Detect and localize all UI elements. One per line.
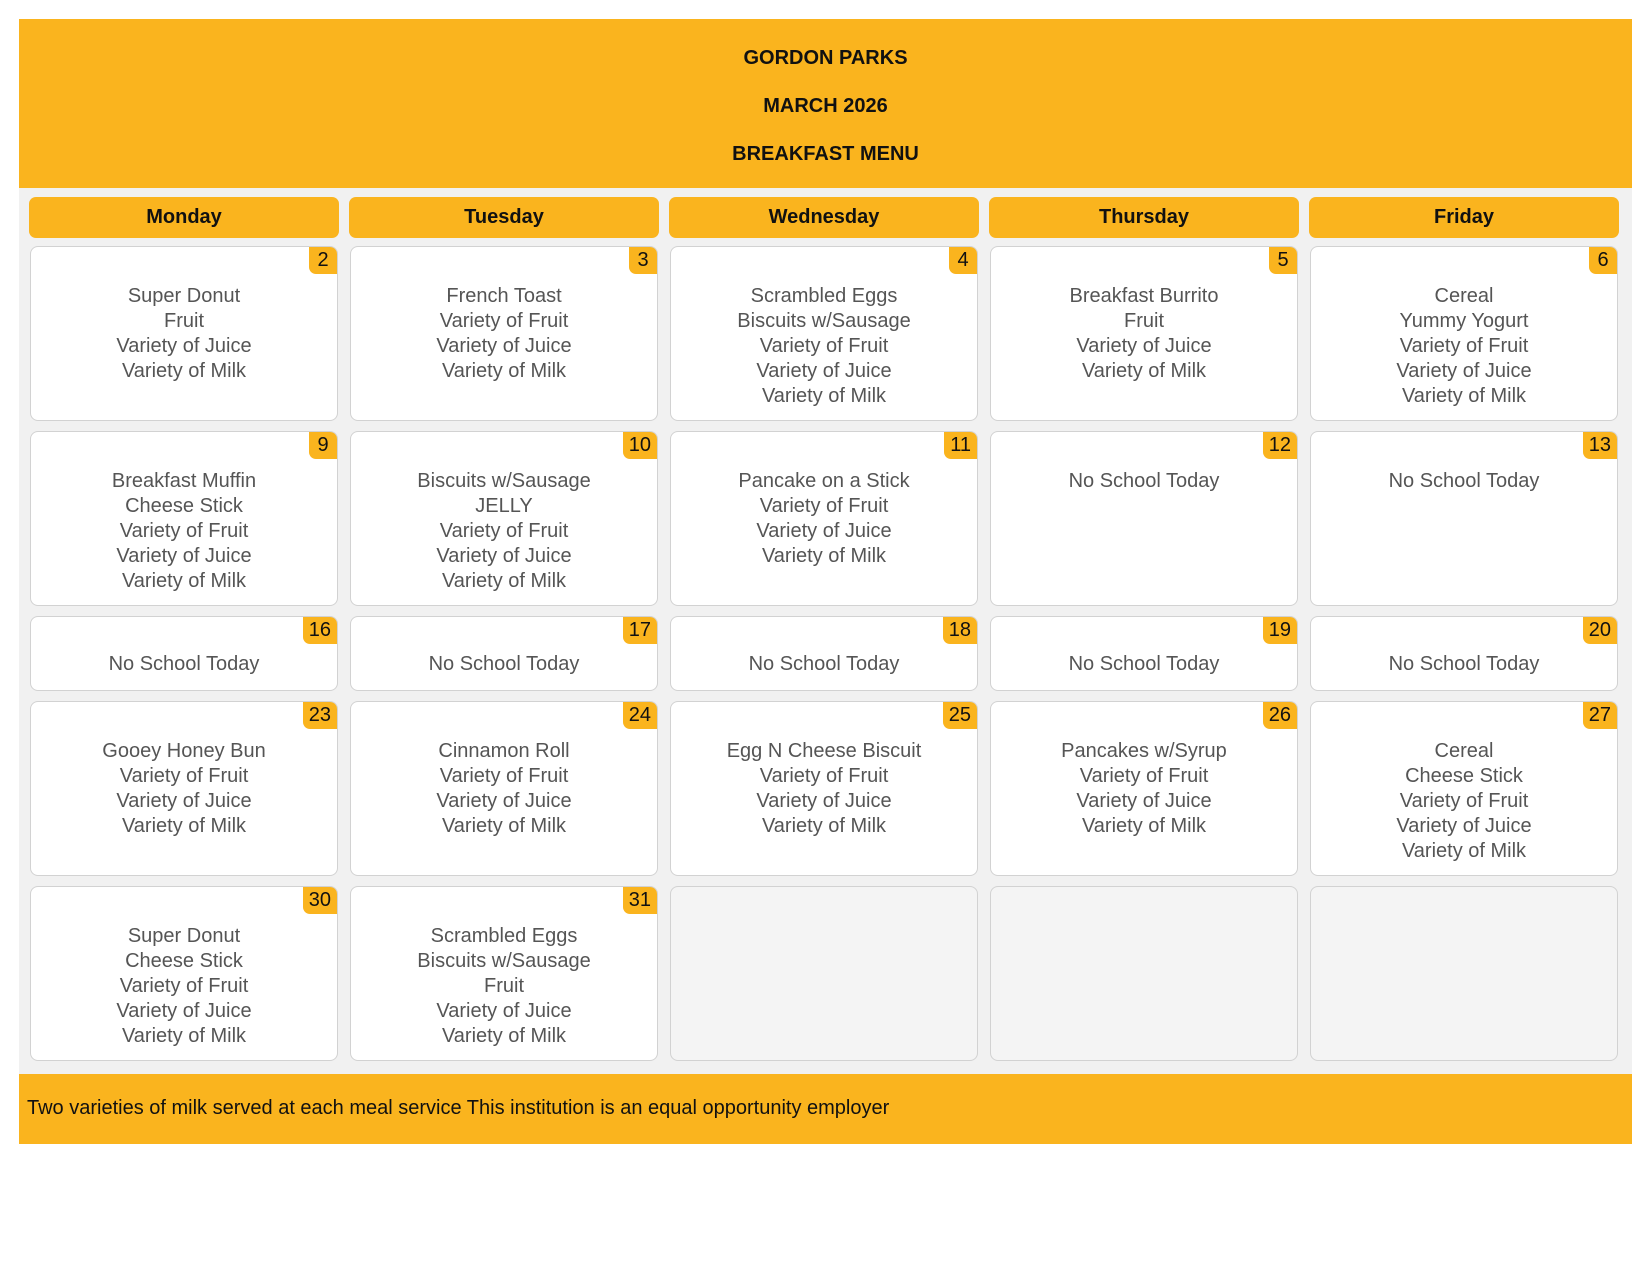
calendar-grid	[19, 188, 1632, 1074]
menu-item: Cheese Stick	[125, 495, 243, 517]
menu-item: Variety of Juice	[756, 360, 892, 382]
menu-item: Variety of Milk	[1401, 840, 1527, 862]
menu-item: Variety of Juice	[1396, 815, 1532, 837]
menu-item: Fruit	[484, 975, 524, 997]
menu-item: Pancake on a Stick	[738, 470, 910, 492]
menu-items	[351, 739, 657, 839]
menu-item: Variety of Milk	[1081, 815, 1207, 837]
menu-item: Variety of Fruit	[439, 310, 569, 332]
day-cell-tuesday	[350, 701, 658, 876]
menu-item: Variety of Juice	[116, 1000, 252, 1022]
menu-items	[671, 284, 977, 409]
menu-item: No School Today	[748, 653, 900, 675]
menu-items	[31, 739, 337, 839]
menu-item: Cinnamon Roll	[438, 740, 570, 762]
empty-day-cell	[670, 886, 978, 1061]
menu-items	[31, 924, 337, 1049]
date-badge: 17	[623, 617, 657, 644]
menu-item: Variety of Milk	[761, 545, 887, 567]
menu-item: Variety of Fruit	[759, 495, 889, 517]
menu-item: Variety of Fruit	[1079, 765, 1209, 787]
menu-items	[1311, 652, 1617, 677]
empty-day-cell	[990, 886, 1298, 1061]
date-badge: 24	[623, 702, 657, 729]
day-cell-tuesday	[350, 886, 658, 1061]
menu-item: Variety of Juice	[1076, 335, 1212, 357]
menu-item: Cereal	[1434, 740, 1494, 762]
footer-note: Two varieties of milk served at each meal service This institution is an equal opportunity employer	[27, 1097, 890, 1119]
menu-item: Pancakes w/Syrup	[1061, 740, 1227, 762]
menu-sheet	[19, 19, 1632, 1144]
day-cell-wednesday	[670, 701, 978, 876]
menu-item: Scrambled Eggs	[750, 285, 898, 307]
menu-items	[31, 652, 337, 677]
menu-items	[351, 469, 657, 594]
day-cell-friday	[1310, 616, 1618, 691]
menu-item: Variety of Fruit	[1399, 335, 1529, 357]
day-header-thursday: Thursday	[989, 197, 1299, 238]
date-badge: 11	[944, 432, 977, 459]
menu-item: Fruit	[164, 310, 204, 332]
menu-item: Variety of Fruit	[759, 335, 889, 357]
day-cell-tuesday	[350, 246, 658, 421]
date-badge: 10	[623, 432, 657, 459]
menu-footer	[19, 1074, 1632, 1144]
menu-item: Fruit	[1124, 310, 1164, 332]
menu-items	[671, 469, 977, 569]
menu-items	[351, 652, 657, 677]
menu-item: Variety of Juice	[436, 545, 572, 567]
menu-item: Variety of Milk	[761, 815, 887, 837]
date-badge: 26	[1263, 702, 1297, 729]
day-cell-monday	[30, 701, 338, 876]
menu-item: Yummy Yogurt	[1399, 310, 1529, 332]
menu-item: Variety of Milk	[1401, 385, 1527, 407]
day-cell-wednesday	[670, 616, 978, 691]
day-cell-friday	[1310, 246, 1618, 421]
menu-item: Variety of Milk	[121, 570, 247, 592]
menu-item: Variety of Milk	[761, 385, 887, 407]
date-badge: 13	[1583, 432, 1617, 459]
day-header-wednesday: Wednesday	[669, 197, 979, 238]
menu-item: Variety of Juice	[1396, 360, 1532, 382]
date-badge: 18	[943, 617, 977, 644]
menu-items	[1311, 469, 1617, 494]
date-badge: 30	[303, 887, 337, 914]
menu-item: Scrambled Eggs	[430, 925, 578, 947]
menu-items	[31, 284, 337, 384]
menu-item: Variety of Juice	[756, 520, 892, 542]
menu-item: Variety of Milk	[121, 360, 247, 382]
menu-item: No School Today	[108, 653, 260, 675]
menu-items	[351, 924, 657, 1049]
menu-item: Cheese Stick	[125, 950, 243, 972]
menu-item: Variety of Juice	[756, 790, 892, 812]
menu-items	[671, 652, 977, 677]
menu-item: French Toast	[446, 285, 562, 307]
date-badge: 27	[1583, 702, 1617, 729]
menu-item: Variety of Milk	[121, 815, 247, 837]
menu-item: Variety of Fruit	[119, 765, 249, 787]
menu-items	[991, 284, 1297, 384]
menu-item: Biscuits w/Sausage	[737, 310, 911, 332]
date-badge: 20	[1583, 617, 1617, 644]
day-header-tuesday: Tuesday	[349, 197, 659, 238]
menu-item: Cereal	[1434, 285, 1494, 307]
menu-item: Variety of Milk	[441, 360, 567, 382]
menu-item: Variety of Milk	[121, 1025, 247, 1047]
day-cell-thursday	[990, 701, 1298, 876]
day-cell-friday	[1310, 701, 1618, 876]
menu-item: Variety of Milk	[1081, 360, 1207, 382]
menu-item: Variety of Juice	[436, 790, 572, 812]
menu-type: BREAKFAST MENU	[732, 143, 919, 165]
date-badge: 23	[303, 702, 337, 729]
day-cell-monday	[30, 246, 338, 421]
day-cell-thursday	[990, 616, 1298, 691]
menu-item: Gooey Honey Bun	[102, 740, 266, 762]
menu-items	[31, 469, 337, 594]
menu-item: No School Today	[1068, 470, 1220, 492]
menu-item: Variety of Juice	[436, 1000, 572, 1022]
menu-item: Variety of Milk	[441, 815, 567, 837]
day-header-friday: Friday	[1309, 197, 1619, 238]
menu-item: Variety of Juice	[436, 335, 572, 357]
menu-item: JELLY	[475, 495, 533, 517]
date-badge: 9	[309, 432, 337, 459]
date-badge: 6	[1589, 247, 1617, 274]
empty-day-cell	[1310, 886, 1618, 1061]
menu-item: Variety of Fruit	[439, 765, 569, 787]
menu-item: No School Today	[428, 653, 580, 675]
menu-item: Variety of Fruit	[1399, 790, 1529, 812]
menu-item: Variety of Milk	[441, 1025, 567, 1047]
date-badge: 5	[1269, 247, 1297, 274]
date-badge: 3	[629, 247, 657, 274]
date-badge: 4	[949, 247, 977, 274]
day-cell-wednesday	[670, 431, 978, 606]
menu-items	[991, 652, 1297, 677]
menu-item: Variety of Juice	[1076, 790, 1212, 812]
menu-item: Breakfast Muffin	[111, 470, 257, 492]
menu-header	[19, 19, 1632, 188]
date-badge: 31	[623, 887, 657, 914]
day-cell-friday	[1310, 431, 1618, 606]
menu-item: Breakfast Burrito	[1069, 285, 1219, 307]
menu-item: Cheese Stick	[1405, 765, 1523, 787]
day-cell-wednesday	[670, 246, 978, 421]
menu-item: Variety of Fruit	[119, 975, 249, 997]
day-cell-thursday	[990, 246, 1298, 421]
date-badge: 12	[1263, 432, 1297, 459]
menu-items	[351, 284, 657, 384]
menu-item: Variety of Fruit	[439, 520, 569, 542]
menu-item: Variety of Fruit	[119, 520, 249, 542]
menu-item: No School Today	[1388, 653, 1540, 675]
day-cell-monday	[30, 616, 338, 691]
day-cell-monday	[30, 886, 338, 1061]
date-badge: 25	[943, 702, 977, 729]
menu-items	[1311, 284, 1617, 409]
date-badge: 2	[309, 247, 337, 274]
menu-item: Variety of Fruit	[759, 765, 889, 787]
menu-item: Super Donut	[127, 285, 241, 307]
menu-item: Variety of Juice	[116, 790, 252, 812]
menu-item: Variety of Juice	[116, 335, 252, 357]
school-name: GORDON PARKS	[743, 47, 908, 69]
menu-items	[1311, 739, 1617, 864]
menu-item: Variety of Milk	[441, 570, 567, 592]
menu-item: Egg N Cheese Biscuit	[726, 740, 922, 762]
day-cell-monday	[30, 431, 338, 606]
menu-items	[991, 469, 1297, 494]
menu-item: No School Today	[1388, 470, 1540, 492]
menu-item: Biscuits w/Sausage	[417, 950, 591, 972]
date-badge: 19	[1263, 617, 1297, 644]
menu-month: MARCH 2026	[763, 95, 888, 117]
menu-item: No School Today	[1068, 653, 1220, 675]
day-cell-tuesday	[350, 431, 658, 606]
day-header-monday: Monday	[29, 197, 339, 238]
menu-item: Biscuits w/Sausage	[417, 470, 591, 492]
day-cell-tuesday	[350, 616, 658, 691]
menu-items	[671, 739, 977, 839]
date-badge: 16	[303, 617, 337, 644]
day-cell-thursday	[990, 431, 1298, 606]
menu-item: Super Donut	[127, 925, 241, 947]
menu-item: Variety of Juice	[116, 545, 252, 567]
menu-items	[991, 739, 1297, 839]
